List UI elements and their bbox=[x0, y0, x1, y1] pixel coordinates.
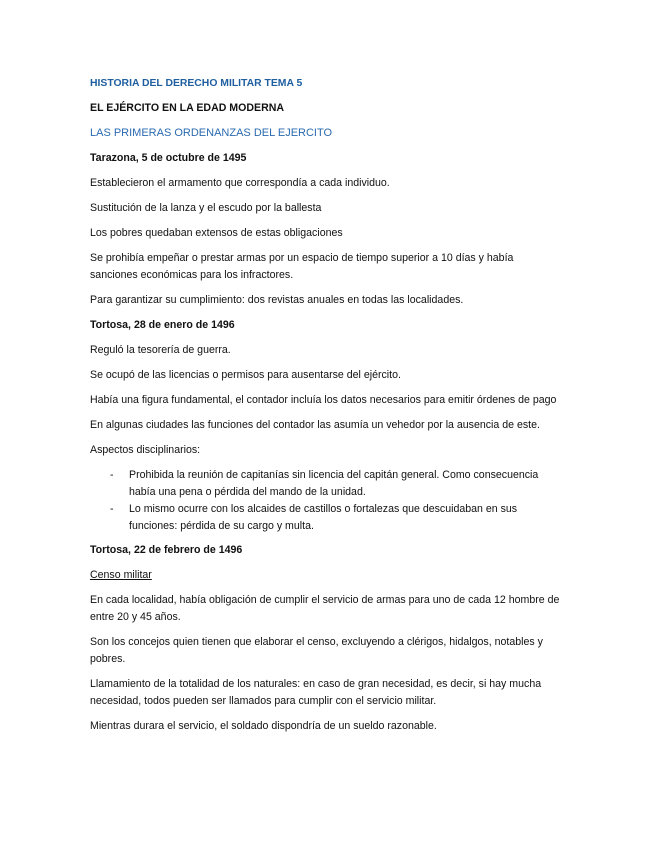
paragraph: Para garantizar su cumplimiento: dos revistas anuales en todas las localidades. bbox=[90, 294, 464, 306]
list-item bbox=[90, 501, 560, 535]
section-heading-tortosa-febrero: Tortosa, 22 de febrero de 1496 bbox=[90, 544, 243, 556]
section-heading-tortosa-enero: Tortosa, 28 de enero de 1496 bbox=[90, 319, 235, 331]
paragraph: Establecieron el armamento que correspondía a cada individuo. bbox=[90, 177, 390, 189]
paragraph: Aspectos disciplinarios: bbox=[90, 444, 201, 456]
document-title: HISTORIA DEL DERECHO MILITAR TEMA 5 bbox=[90, 78, 303, 89]
paragraph: En cada localidad, había obligación de cumplir el servicio de armas para uno de cada 12 hombre de entre 20 y 45 años. bbox=[90, 594, 560, 623]
paragraph: Son los concejos quien tienen que elaborar el censo, excluyendo a clérigos, hidalgos, notables y pobres. bbox=[90, 636, 543, 665]
section-heading-tarazona: Tarazona, 5 de octubre de 1495 bbox=[90, 152, 247, 164]
paragraph: Mientras durara el servicio, el soldado dispondría de un sueldo razonable. bbox=[90, 720, 437, 732]
list-item-text: Lo mismo ocurre con los alcaides de castillos o fortalezas que descuidaban en sus funciones: pérdida de su cargo y multa. bbox=[129, 503, 518, 532]
list-item bbox=[90, 467, 560, 501]
bullet-dash: - bbox=[110, 469, 114, 481]
chapter-heading: EL EJÉRCITO EN LA EDAD MODERNA bbox=[90, 102, 285, 114]
subheading-censo-militar: Censo militar bbox=[90, 569, 152, 581]
paragraph: Llamamiento de la totalidad de los naturales: en caso de gran necesidad, es decir, si hay mucha necesidad, todos pueden ser llamados para cumplir con el servicio militar. bbox=[90, 678, 542, 707]
paragraph: Se prohibía empeñar o prestar armas por un espacio de tiempo superior a 10 días y había sanciones económicas para los infractores. bbox=[90, 252, 514, 281]
paragraph: Sustitución de la lanza y el escudo por la ballesta bbox=[90, 202, 322, 214]
paragraph: En algunas ciudades las funciones del contador las asumía un vehedor por la ausencia de este. bbox=[90, 419, 540, 431]
paragraph: Reguló la tesorería de guerra. bbox=[90, 344, 231, 356]
section-subtitle: LAS PRIMERAS ORDENANZAS DEL EJERCITO bbox=[90, 127, 333, 139]
list-item-text: Prohibida la reunión de capitanías sin licencia del capitán general. Como consecuencia había una pena o pérdida del mando de la unidad. bbox=[129, 469, 539, 498]
paragraph: Había una figura fundamental, el contador incluía los datos necesarios para emitir órdenes de pago bbox=[90, 394, 557, 406]
disciplinary-list bbox=[90, 467, 560, 535]
paragraph: Los pobres quedaban extensos de estas obligaciones bbox=[90, 227, 343, 239]
paragraph: Se ocupó de las licencias o permisos para ausentarse del ejército. bbox=[90, 369, 401, 381]
bullet-dash: - bbox=[110, 503, 114, 515]
document-body bbox=[90, 75, 560, 743]
